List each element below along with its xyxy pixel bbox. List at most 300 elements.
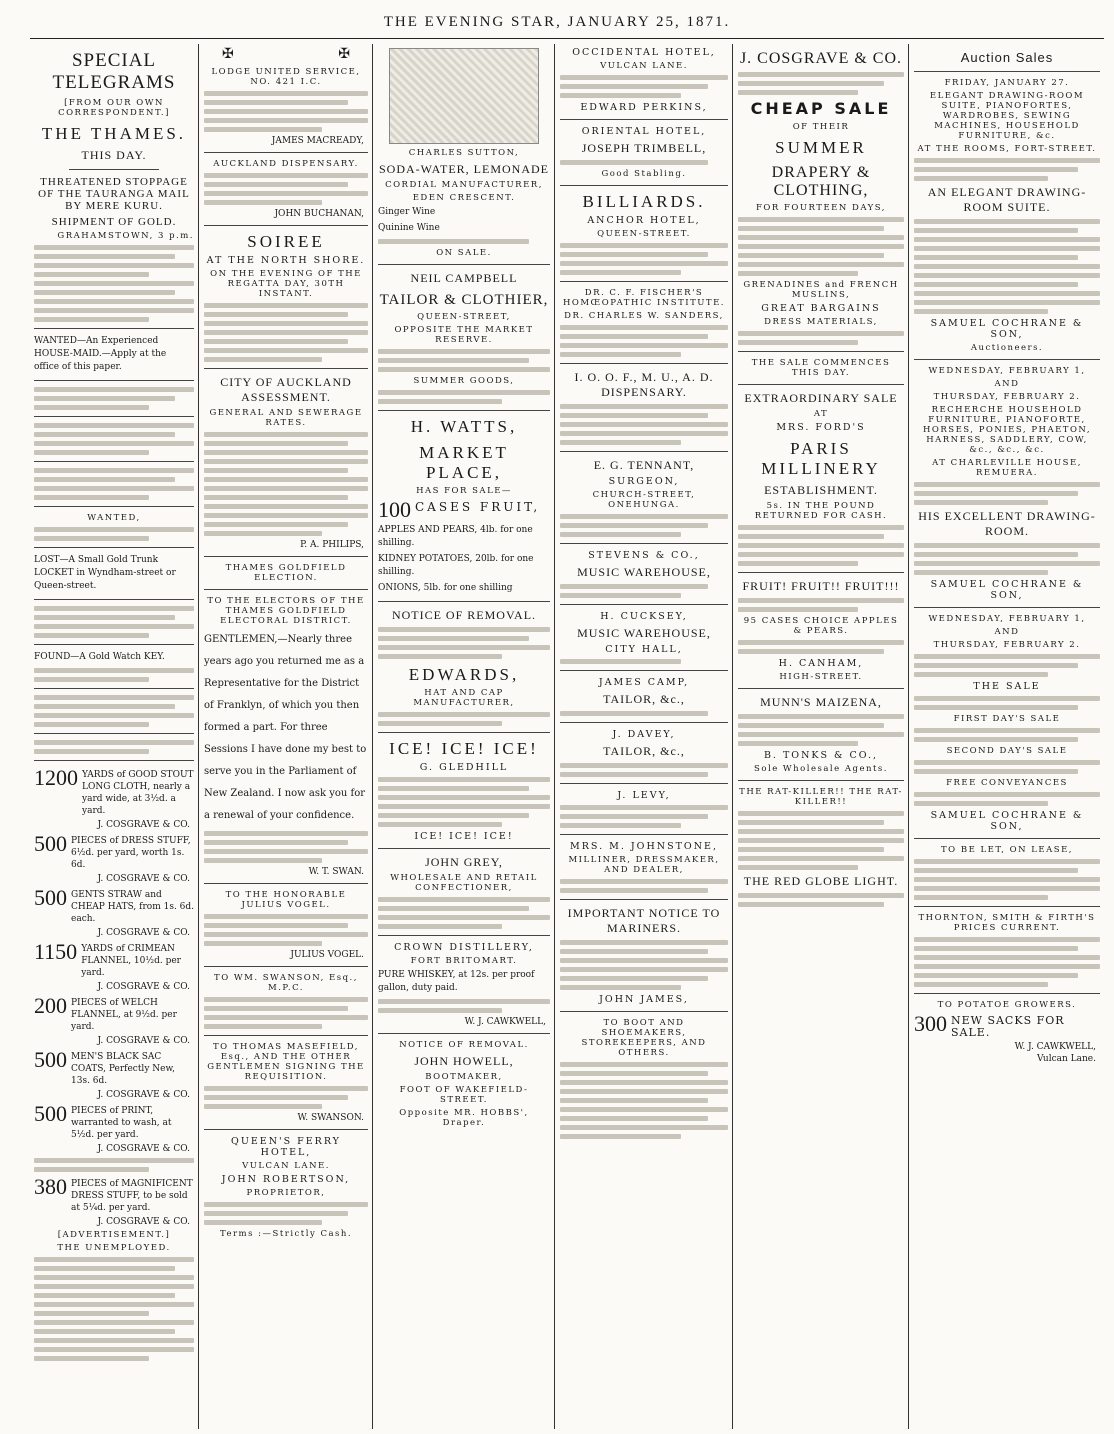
text-line-placeholder [914,176,1048,181]
text-line-placeholder [34,749,149,754]
text-line-placeholder [34,606,194,611]
drapery-clothing: DRAPERY & CLOTHING, [771,164,871,199]
text-line-placeholder [914,291,1100,296]
text: J. COSGRAVE & CO. [97,928,190,938]
cawkwell: W. J. CAWKWELL, [464,1017,546,1027]
text-line-placeholder [34,1320,194,1325]
his-excellent: HIS EXCELLENT DRAWING-ROOM. [918,509,1096,538]
text-line-placeholder [738,543,904,548]
divider [378,935,550,936]
text-line-placeholder [560,976,708,981]
buchanan-sig: JOHN BUCHANAN, [274,209,364,219]
levy: J. LEVY, [617,790,671,801]
text-line-placeholder [204,459,368,464]
proprietor: PROPRIETOR, [246,1188,326,1198]
text-line-placeholder [560,1107,728,1112]
text: 1200 [34,765,78,790]
text-line-placeholder [34,624,194,629]
text-line-placeholder [914,877,1100,882]
dress-materials: DRESS MATERIALS, [764,317,878,327]
tennant: E. G. TENNANT, [593,458,695,472]
text: 500 [34,885,67,910]
text: THURSDAY, FEBRUARY 2. [933,640,1081,650]
text-line-placeholder [560,404,728,409]
text-line-placeholder [378,627,550,632]
text-line-placeholder [560,584,708,589]
text-line-placeholder [204,504,368,509]
text-line-placeholder [204,522,348,527]
john-howell: JOHN HOWELL, [414,1054,514,1068]
divider [914,993,1100,994]
text-line-placeholder [738,649,884,654]
text-line-placeholder [34,272,149,277]
text-line-placeholder [204,1086,368,1091]
sanders: DR. CHARLES W. SANDERS, [564,311,724,321]
anchor-hotel: ANCHOR HOTEL, [587,215,701,226]
text-line-placeholder [204,127,322,132]
soda-machine-illustration [389,48,539,144]
wednesday: WEDNESDAY, FEBRUARY 1, [928,366,1086,376]
apples-pears: APPLES AND PEARS, 4lb. for one shilling. [378,525,533,548]
text-line-placeholder [34,695,194,700]
election-heading: THAMES GOLDFIELD ELECTION. [225,563,347,583]
returned-for-cash: 5s. IN THE POUND RETURNED FOR CASH. [754,501,888,521]
ad-lost-locket: LOST—A Small Gold Trunk LOCKET in Wyndham-street or Queen-street. [34,555,176,591]
divider [204,966,368,967]
text-line-placeholder [378,390,550,395]
text-line-placeholder [738,90,858,95]
rat-killer: THE RAT-KILLER!! THE RAT-KILLER!! [739,787,903,807]
text-line-placeholder [914,886,1100,891]
text-line-placeholder [204,513,368,518]
text-line-placeholder [914,868,1078,873]
edward-perkins: EDWARD PERKINS, [580,102,708,113]
grenadines: GRENADINES and FRENCH MUSLINS, [743,280,899,300]
text-line-placeholder [914,282,1078,287]
ad-1150-flannel [34,941,194,979]
text-line-placeholder [560,160,708,165]
text-line-placeholder [34,1302,194,1307]
text-line-placeholder [738,217,904,222]
text-line-placeholder [560,1098,708,1103]
divider [34,599,194,600]
text-line-placeholder [204,1024,322,1029]
divider [204,883,368,884]
ad-100-cases [378,499,550,521]
text-line-placeholder [204,941,322,946]
opposite-market: OPPOSITE THE MARKET RESERVE. [394,325,534,345]
cochrane: SAMUEL COCHRANE & SON, [930,318,1084,340]
text-line-placeholder [914,769,1078,774]
text-line-placeholder [738,902,884,907]
text-line-placeholder [34,668,194,673]
text: PIECES of PRINT, warranted to wash, at 5½d. per yard. [71,1106,172,1140]
masefield-heading: TO THOMAS MASEFIELD, Esq., AND THE OTHER GENTLEMEN SIGNING THE REQUISITION. [207,1042,365,1082]
at: AT [813,409,829,419]
text: J. COSGRAVE & CO. [97,1144,190,1154]
text-line-placeholder [738,340,858,345]
column-4 [556,44,732,1429]
text-line-placeholder [738,244,904,249]
text-line-placeholder [914,663,1078,668]
column-1 [30,44,198,1429]
trimbell: JOSEPH TRIMBELL, [581,141,707,155]
text-line-placeholder [914,792,1100,797]
column-rule [198,44,199,1429]
the-sale: THE SALE [973,681,1041,692]
divider [204,225,368,226]
ginger-wine: Ginger Wine [378,207,436,217]
text-line-placeholder [914,570,1048,575]
text-line-placeholder [204,1006,348,1011]
stevens: STEVENS & CO., [588,550,700,561]
text: AND [994,627,1020,637]
text-line-placeholder [738,820,884,825]
onehunga: CHURCH-STREET, ONEHUNGA. [592,490,696,510]
text-line-placeholder [914,982,1048,987]
text-line-placeholder [914,955,1100,960]
text-line-placeholder [914,895,1048,900]
to-be-let: TO BE LET, ON LEASE, [941,845,1073,855]
text: 300 [914,1011,947,1036]
masonic-emblem-icon: ✠ ✠ [222,46,350,62]
text-line-placeholder [204,432,368,437]
text-line-placeholder [560,1134,681,1139]
text-line-placeholder [378,349,550,354]
text-line-placeholder [34,740,194,745]
text-line-placeholder [560,514,728,519]
divider [560,722,728,723]
text-line-placeholder [378,645,550,650]
vulcan-lane: VULCAN LANE. [242,1161,330,1171]
column-3 [374,44,554,1429]
text: 500 [34,831,67,856]
text-line-placeholder [738,847,884,852]
kidney-potatoes: KIDNEY POTATOES, 20lb. for one shilling. [378,554,534,577]
text-line-placeholder [204,182,348,187]
text-line-placeholder [560,814,708,819]
column-rule [908,44,909,1429]
sale-commences: THE SALE COMMENCES THIS DAY. [751,358,891,378]
macready-sig: JAMES MACREADY, [271,136,364,146]
text-line-placeholder [34,263,194,268]
milliner: MILLINER, DRESSMAKER, AND DEALER, [568,855,720,875]
text-line-placeholder [204,840,348,845]
text-line-placeholder [378,897,550,902]
text-line-placeholder [560,888,708,893]
text-line-placeholder [560,1089,728,1094]
text-line-placeholder [34,423,194,428]
text-line-placeholder [914,728,1100,733]
extraordinary-sale: EXTRAORDINARY SALE [744,391,898,405]
at-the-rooms: AT THE ROOMS, FORT-STREET. [917,144,1097,154]
dispensary-heading: AUCKLAND DISPENSARY. [213,159,359,169]
masthead: THE EVENING STAR, JANUARY 25, 1871. [383,14,731,30]
text-line-placeholder [738,598,904,603]
text-line-placeholder [204,495,348,500]
text-line-placeholder [560,967,728,972]
first-day-sale: FIRST DAY'S SALE [953,714,1061,724]
column-6 [910,44,1104,1429]
divider [34,380,194,381]
text-line-placeholder [378,721,502,726]
divider [914,71,1100,72]
text-line-placeholder [204,1220,322,1225]
text-line-placeholder [914,309,1048,314]
divider [560,543,728,544]
opposite-hobbs: Opposite MR. HOBBS', Draper. [399,1108,529,1128]
divider [560,119,728,120]
text-line-placeholder [204,91,368,96]
text-line-placeholder [204,997,368,1002]
text-line-placeholder [738,856,904,861]
text-line-placeholder [378,777,550,782]
and: AND [994,379,1020,389]
divider [914,359,1100,360]
text-line-placeholder [34,308,194,313]
stabling: Good Stabling. [601,169,687,179]
divider [560,1011,728,1012]
text-line-placeholder [914,760,1100,765]
text: SAMUEL COCHRANE & SON, [930,810,1084,832]
unemployed-heading: THE UNEMPLOYED. [57,1243,171,1253]
text-line-placeholder [378,906,529,911]
text: PIECES of WELCH FLANNEL, at 9½d. per yard. [71,998,177,1032]
text-line-placeholder [34,1356,149,1361]
shipment-gold-heading: SHIPMENT OF GOLD. [51,216,177,228]
divider [204,152,368,153]
text-line-placeholder [34,704,175,709]
summer: SUMMER [775,138,867,157]
text-line-placeholder [34,477,175,482]
text-line-placeholder [914,237,1100,242]
ad-200-welch-flannel [34,995,194,1033]
text-line-placeholder [560,593,681,598]
ad-wanted-housemaid: WANTED—An Experienced HOUSE-MAID.—Apply at the office of this paper. [34,336,167,372]
agents: Sole Wholesale Agents. [754,764,888,774]
text-line-placeholder [378,786,529,791]
text-line-placeholder [914,264,1100,269]
text-line-placeholder [34,317,149,322]
canham: H. CANHAM, [778,658,864,669]
lodge-heading: LODGE UNITED SERVICE, NO. 421 I.C. [211,67,361,87]
robertson: JOHN ROBERTSON, [221,1174,351,1185]
text-line-placeholder [34,536,149,541]
text-line-placeholder [378,358,529,363]
column-rule [554,44,555,1429]
high-street: HIGH-STREET. [779,672,863,682]
text-line-placeholder [34,677,149,682]
cheap-sale: CHEAP SALE [750,99,892,118]
text-line-placeholder [204,173,368,178]
on-sale: ON SALE. [436,248,492,258]
text-line-placeholder [738,723,884,728]
oriental-hotel: ORIENTAL HOTEL, [581,126,707,137]
text-line-placeholder [738,253,884,258]
ioof-dispensary: I. O. O. F., M. U., A. D. DISPENSARY. [574,370,714,399]
text-line-placeholder [738,561,858,566]
vulcan-lane: Vulcan Lane. [1037,1054,1096,1064]
establishment: ESTABLISHMENT. [764,483,878,497]
text-line-placeholder [378,999,550,1004]
text-line-placeholder [738,72,904,77]
ad-500-dress-stuff [34,833,194,871]
rates-heading: GENERAL AND SEWERAGE RATES. [209,408,363,428]
edwards: EDWARDS, [408,665,520,684]
text-line-placeholder [378,804,550,809]
divider [738,384,904,385]
ad-300-sacks [914,1013,1100,1039]
text: J. COSGRAVE & CO. [97,874,190,884]
text-line-placeholder [34,1284,194,1289]
cosgrave-sig: J. COSGRAVE & CO. [97,820,190,830]
wakefield: FOOT OF WAKEFIELD-STREET. [399,1085,529,1105]
text-line-placeholder [914,273,1100,278]
text: NEW SACKS FOR SALE. [951,1014,1065,1039]
potatoe-growers: TO POTATOE GROWERS. [937,1000,1077,1010]
text-line-placeholder [914,246,1100,251]
text-line-placeholder [914,937,1100,942]
quinine-wine: Quinine Wine [378,223,440,233]
divider [34,461,194,462]
text-line-placeholder [914,491,1078,496]
text-line-placeholder [34,495,149,500]
text: WEDNESDAY, FEBRUARY 1, [928,614,1086,624]
text-line-placeholder [914,255,1078,260]
text-line-placeholder [560,763,728,768]
text-line-placeholder [738,81,884,86]
text-line-placeholder [378,1008,502,1013]
text: 100 [378,497,411,522]
terms: Terms :—Strictly Cash. [219,1229,353,1239]
has-for-sale: HAS FOR SALE— [416,486,512,496]
soiree-heading: SOIREE [247,232,325,251]
divider [204,1129,368,1130]
text-line-placeholder [34,722,149,727]
swan-sig: W. T. SWAN. [308,867,364,877]
soda-water-heading: SODA-WATER, LEMONADE [379,162,549,176]
text-line-placeholder [560,805,728,810]
vogel-sig: JULIUS VOGEL. [290,950,364,960]
threatened-stoppage-heading: THREATENED STOPPAGE OF THE TAURANGA MAIL BY MERE KURU. [38,176,190,212]
text-line-placeholder [204,109,368,114]
cordial: CORDIAL MANUFACTURER, [385,180,543,190]
text-line-placeholder [204,348,368,353]
swanson-sig: W. SWANSON. [297,1113,364,1123]
text: J. COSGRAVE & CO. [97,1036,190,1046]
column-2 [200,44,372,1429]
text-line-placeholder [34,254,175,259]
text-line-placeholder [34,1275,194,1280]
text-line-placeholder [204,1202,368,1207]
text-line-placeholder [560,1080,728,1085]
divider [34,506,194,507]
text-line-placeholder [560,532,681,537]
text-line-placeholder [204,321,368,326]
auctioneers: Auctioneers. [970,343,1044,353]
text: 200 [34,993,67,1018]
friday-date: FRIDAY, JANUARY 27. [944,78,1070,88]
correspondent-note: [FROM OUR OWN CORRESPONDENT.] [58,98,170,118]
text-line-placeholder [738,607,858,612]
text-line-placeholder [914,300,1100,305]
swanson-heading: TO WM. SWANSON, Esq., M.P.C. [214,973,358,993]
cawkwell: W. J. CAWKWELL, [1014,1042,1096,1052]
music-warehouse: MUSIC WAREHOUSE, [577,565,711,579]
text-line-placeholder [204,303,368,308]
divider [34,733,194,734]
whiskey: PURE WHISKEY, at 12s. per proof gallon, duty paid. [378,970,535,993]
text-line-placeholder [560,343,728,348]
fort-britomart: FORT BRITOMART. [410,956,518,966]
philips-sig: P. A. PHILIPS, [300,540,364,550]
text-line-placeholder [560,1062,728,1067]
text-line-placeholder [34,1347,194,1352]
text-line-placeholder [914,964,1100,969]
fischer-institute: DR. C. F. FISCHER'S HOMŒOPATHIC INSTITUTE. [562,288,726,308]
james-camp: JAMES CAMP, [598,677,690,688]
divider [204,589,368,590]
divider [378,848,550,849]
auction-sales-heading: Auction Sales [960,50,1054,65]
text-line-placeholder [560,352,681,357]
mariners-notice: IMPORTANT NOTICE TO MARINERS. [567,906,721,935]
text: YARDS of CRIMEAN FLANNEL, 10½d. per yard. [81,944,181,978]
text-line-placeholder [560,940,728,945]
divider [378,1033,550,1034]
text-line-placeholder [560,440,681,445]
text-line-placeholder [378,399,502,404]
onions: ONIONS, 5lb. for one shilling [378,583,513,593]
john-grey: JOHN GREY, [425,855,503,869]
divider [560,899,728,900]
text-line-placeholder [560,261,728,266]
text-line-placeholder [34,1338,194,1343]
text-line-placeholder [34,1293,175,1298]
text-line-placeholder [560,84,708,89]
divider [914,906,1100,907]
surgeon: SURGEON, [608,476,680,487]
divider [560,363,728,364]
text-line-placeholder [204,450,368,455]
text-line-placeholder [34,468,194,473]
ad-found-key: FOUND—A Gold Watch KEY. [34,652,165,662]
text: MEN'S BLACK SAC COATS, Perfectly New, 13s. 6d. [71,1052,175,1086]
text-line-placeholder [560,93,681,98]
thursday: THURSDAY, FEBRUARY 2. [933,392,1081,402]
text-line-placeholder [560,243,728,248]
vulcan-lane: VULCAN LANE. [600,61,688,71]
text-line-placeholder [914,737,1078,742]
divider [204,1035,368,1036]
this-day: THIS DAY. [81,148,147,162]
text-line-placeholder [34,396,175,401]
text-line-placeholder [738,235,904,240]
text-line-placeholder [560,949,708,954]
text-line-placeholder [738,534,884,539]
divider [560,281,728,282]
text-line-placeholder [738,811,904,816]
divider [378,410,550,411]
text-line-placeholder [738,741,858,746]
text-line-placeholder [34,713,194,718]
vogel-heading: TO THE HONORABLE JULIUS VOGEL. [225,890,347,910]
confectioner: WHOLESALE AND RETAIL CONFECTIONER, [390,873,538,893]
text-line-placeholder [738,552,904,557]
tailor: TAILOR, &c., [603,692,685,706]
text-line-placeholder [914,219,1100,224]
text: J. COSGRAVE & CO. [97,1090,190,1100]
